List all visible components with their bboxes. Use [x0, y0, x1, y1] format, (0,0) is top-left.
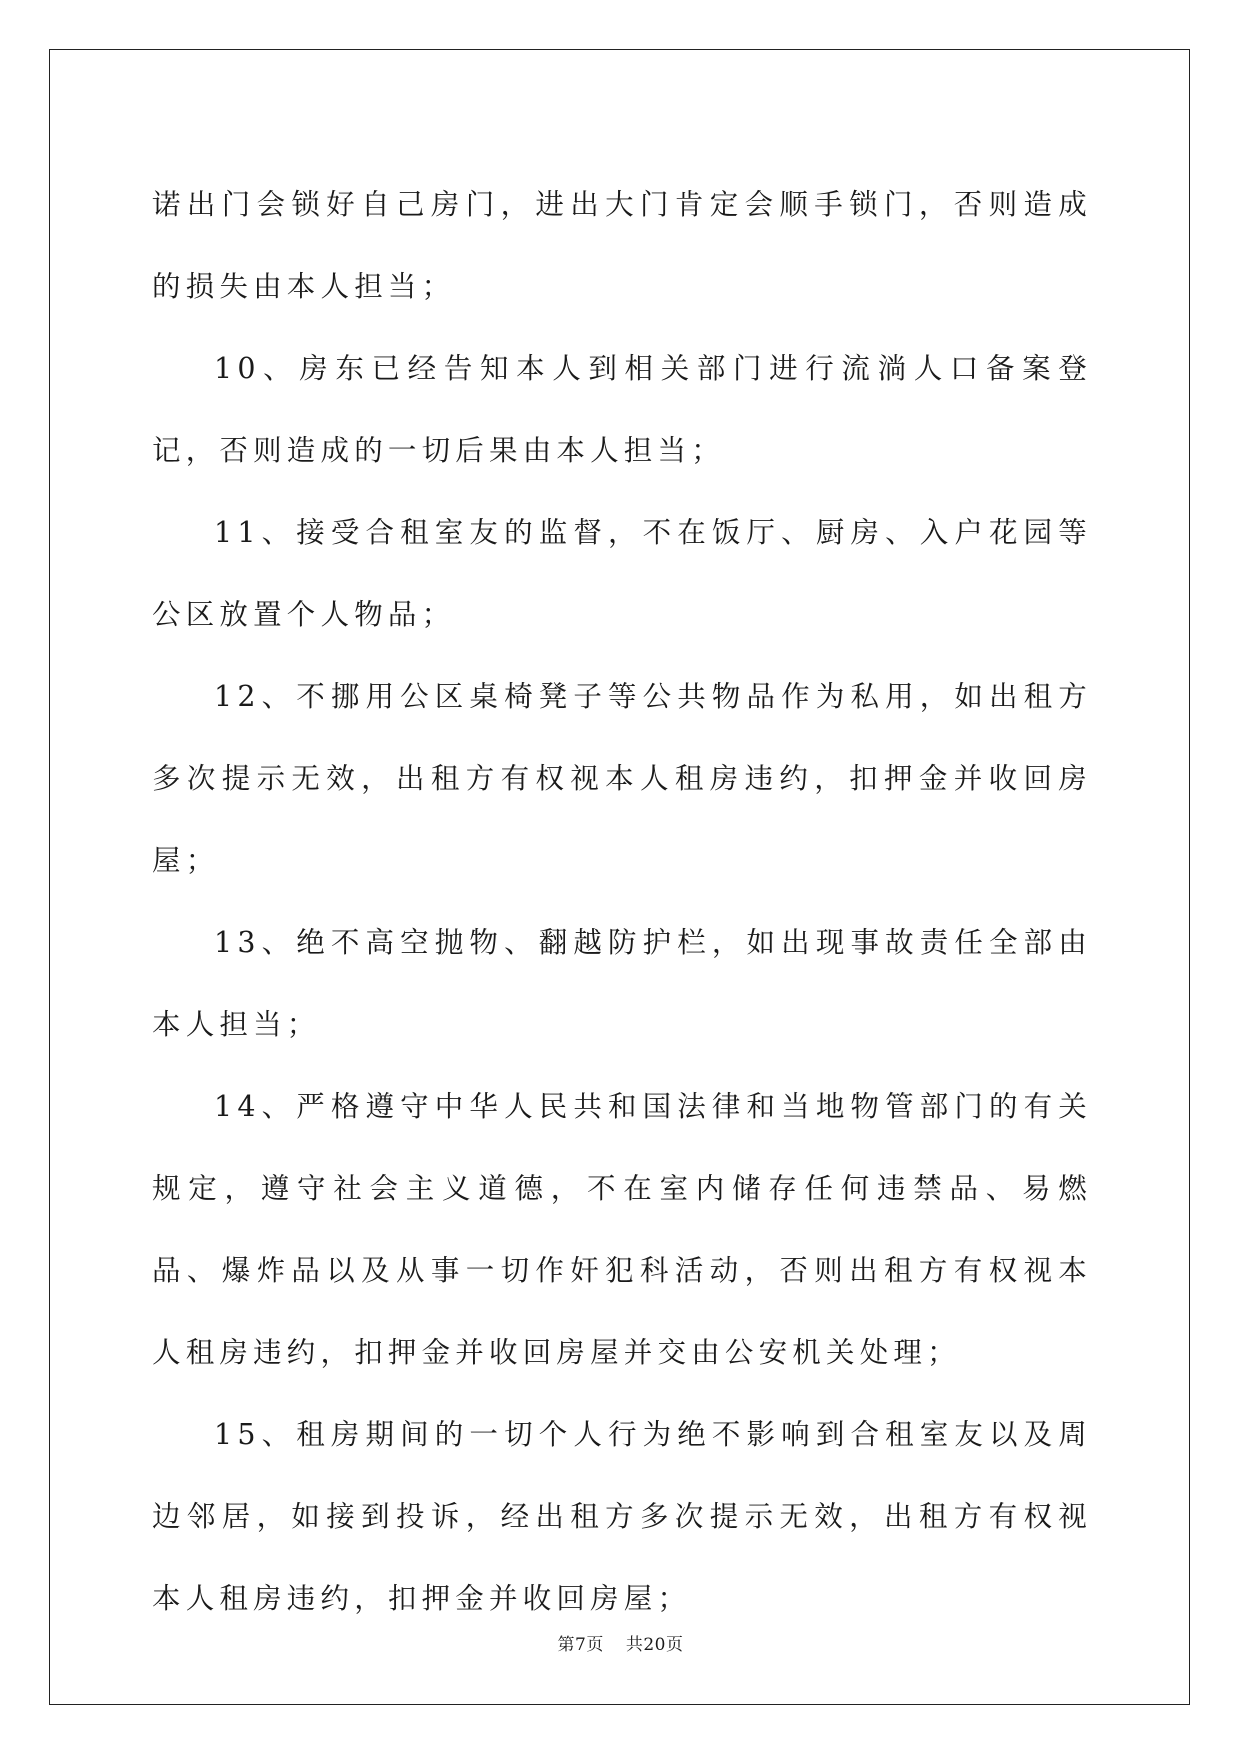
- paragraph-item-12: 12、不挪用公区桌椅凳子等公共物品作为私用，如出租方多次提示无效，出租方有权视本人租房违约，扣押金并收回房屋；: [152, 680, 1092, 877]
- page-footer: [0, 1630, 1241, 1655]
- paragraph-continuation: 诺出门会锁好自己房门，进出大门肯定会顺手锁门，否则造成的损失由本人担当；: [152, 188, 1092, 303]
- paragraph-item-15: 15、租房期间的一切个人行为绝不影响到合租室友以及周边邻居，如接到投诉，经出租方多次提示无效，出租方有权视本人租房违约，扣押金并收回房屋；: [152, 1418, 1092, 1615]
- paragraph-item-14: 14、严格遵守中华人民共和国法律和当地物管部门的有关规定，遵守社会主义道德，不在室内储存任何违禁品、易燃品、爆炸品以及从事一切作奸犯科活动，否则出租方有权视本人租房违约，扣押金并收回房屋并交由公安机关处理；: [152, 1090, 1092, 1369]
- page-total: 共20页: [625, 1635, 684, 1655]
- paragraph-item-11: 11、接受合租室友的监督，不在饭厅、厨房、入户花园等公区放置个人物品；: [152, 516, 1092, 631]
- page-number: 第7页: [557, 1635, 604, 1655]
- paragraph-item-13: 13、绝不高空抛物、翻越防护栏，如出现事故责任全部由本人担当；: [152, 926, 1092, 1041]
- paragraph-item-10: 10、房东已经告知本人到相关部门进行流淌人口备案登记，否则造成的一切后果由本人担当；: [152, 352, 1092, 467]
- document-body: [152, 164, 1092, 1640]
